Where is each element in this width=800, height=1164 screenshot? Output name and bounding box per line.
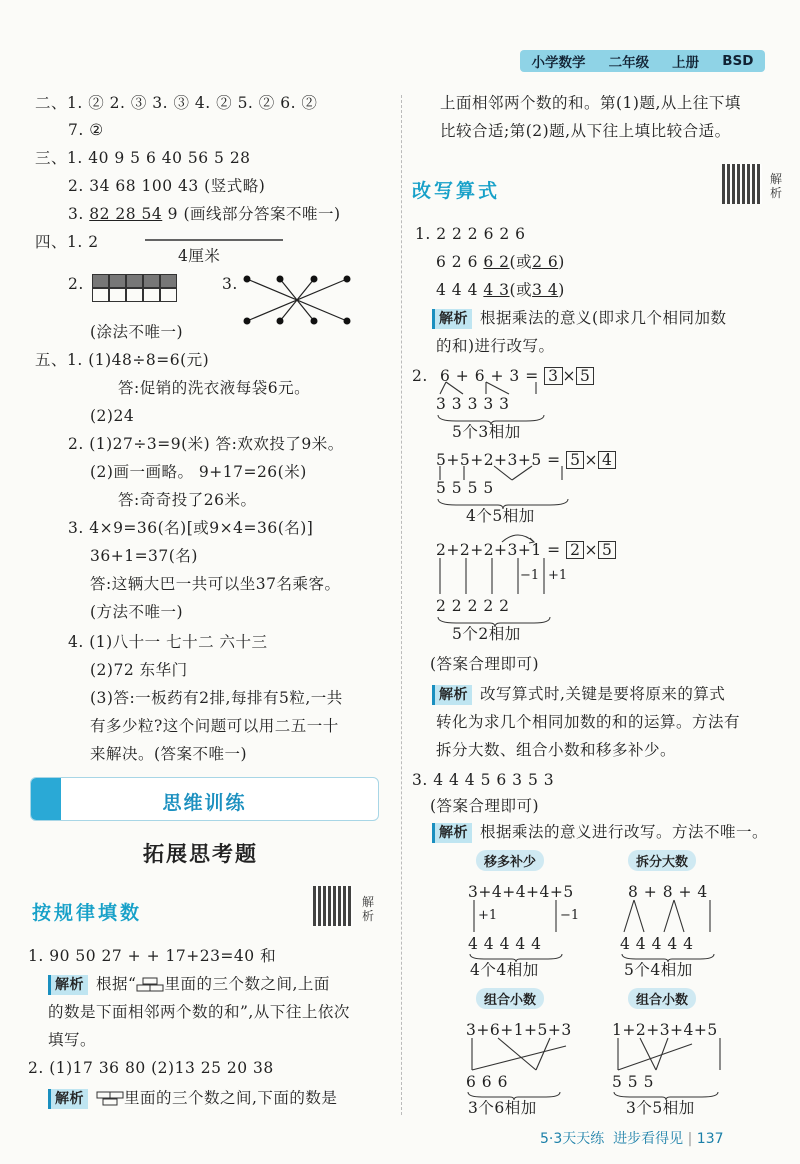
- header-bar: [520, 50, 765, 72]
- answer-note: (答案合理即可): [430, 655, 540, 673]
- answer-line: 二、1. ② 2. ③ 3. ③ 4. ② 5. ② 6. ②: [35, 94, 318, 112]
- underlined-answers: 82 28 54: [89, 205, 163, 223]
- header-edition: BSD: [722, 53, 754, 69]
- split-lines: [436, 556, 566, 596]
- analysis-text: 根据乘法的意义进行改写。方法不唯一。: [480, 823, 769, 841]
- brace-caption: 4个4相加: [470, 961, 539, 979]
- answer-note: 9 (画线部分答案不唯一): [162, 205, 341, 223]
- answer-note: (方法不唯一): [90, 603, 184, 621]
- answer-line: 7. ②: [68, 121, 104, 139]
- answer-text: 6 2 6: [436, 253, 484, 271]
- answer-text: 4 4 4: [436, 281, 484, 299]
- answer-num: 3.: [222, 275, 238, 293]
- section-title: 按规律填数: [32, 902, 143, 924]
- answer-line: 四、1. 2: [35, 233, 99, 251]
- answer-line: 4. (1)八十一 七十二 六十三: [68, 633, 268, 651]
- qr-code-icon[interactable]: [313, 886, 353, 926]
- analysis-line: 的数是下面相邻两个数的和”,从下往上依次: [48, 1003, 350, 1021]
- answer-num: 2.: [412, 367, 428, 385]
- expr-bottom: 3 3 3 3 3: [436, 395, 510, 413]
- answer-note: (涂法不唯一): [90, 323, 184, 341]
- footer: 5·3天天练 进步看得见 | 137: [540, 1131, 724, 1147]
- answer-line: [436, 252, 565, 272]
- expr-bottom: 5 5 5 5: [436, 479, 494, 497]
- answer-line: (3)答:一板药有2排,每排有5粒,一共: [90, 689, 343, 707]
- answer-line: (2)72 东华门: [90, 661, 188, 679]
- method-pill: 移多补少: [476, 850, 544, 871]
- expr-bottom: 6 6 6: [466, 1073, 508, 1091]
- analysis-line: [432, 684, 725, 705]
- analysis-text: 根据乘法的意义(即求几个相同加数: [480, 309, 727, 327]
- analysis-line: 填写。: [48, 1031, 97, 1049]
- answer-line: 1. 2 2 2 6 2 6: [415, 225, 526, 243]
- underlined-answer: 2 6: [532, 253, 559, 271]
- brace-caption: 3个6相加: [468, 1099, 537, 1117]
- page-subtitle: 拓展思考题: [143, 842, 258, 866]
- expr-top: 8 + 8 + 4: [628, 883, 708, 901]
- split-lines: [466, 1036, 576, 1072]
- section-title: 改写算式: [412, 180, 501, 202]
- analysis-line: 转化为求几个相同加数的和的运算。方法有: [436, 713, 741, 731]
- answer-num: 3.: [68, 205, 90, 223]
- answer-line: 来解决。(答案不唯一): [90, 745, 248, 763]
- analysis-line: 的和)进行改写。: [436, 337, 555, 355]
- brace-caption: 4个5相加: [466, 507, 535, 525]
- qr-code-icon[interactable]: [722, 164, 762, 204]
- answer-box: 2: [566, 541, 584, 559]
- answer-line: 答:奇奇投了26米。: [118, 491, 257, 509]
- analysis-line: 比较合适;第(2)题,从下往上填比较合适。: [440, 122, 731, 140]
- analysis-tag: 解析: [432, 685, 472, 705]
- adjust-plus: +1: [548, 568, 568, 583]
- expr-top: 3+6+1+5+3: [466, 1021, 572, 1039]
- analysis-text: 里面的三个数之间,下面的数是: [124, 1089, 338, 1107]
- answer-box: 5: [566, 451, 584, 469]
- answer-box: 3: [544, 367, 562, 385]
- footer-slogan: 进步看得见: [613, 1131, 684, 1147]
- split-lines: [612, 1036, 732, 1072]
- analysis-line: 上面相邻两个数的和。第(1)题,从上往下填: [440, 94, 741, 112]
- answer-text: ): [558, 253, 565, 271]
- analysis-tag: 解析: [432, 823, 472, 843]
- answer-line: [68, 204, 341, 224]
- analysis-line: [48, 1088, 337, 1109]
- answer-line: 五、1. (1)48÷8=6(元): [35, 351, 210, 369]
- answer-note: (答案合理即可): [430, 797, 540, 815]
- analysis-text: 改写算式时,关键是要将原来的算式: [480, 685, 726, 703]
- column-divider: [401, 95, 402, 1115]
- split-lines: [620, 898, 720, 934]
- expr-top: 6 + 6 + 3 = 3 × 5: [440, 366, 594, 386]
- answer-line: 答:这辆大巴一共可以坐37名乘客。: [90, 575, 341, 593]
- answer-line: 3. 4 4 4 5 6 3 5 3: [412, 771, 555, 789]
- expr-bottom: 4 4 4 4 4: [620, 935, 694, 953]
- method-pill: 组合小数: [476, 988, 544, 1009]
- expr-text: 6 + 6 + 3 =: [440, 367, 539, 385]
- brace-caption: 3个5相加: [626, 1099, 695, 1117]
- qr-label: 解析: [362, 895, 375, 923]
- answer-line: 3. 4×9=36(名)[或9×4=36(名)]: [68, 519, 314, 537]
- answer-text: (或: [509, 253, 533, 271]
- expr-text: 5+5+2+3+5 =: [436, 451, 561, 469]
- shaded-grid: [92, 274, 177, 306]
- adjust-plus: +1: [478, 908, 498, 923]
- expr-top: 3+4+4+4+5: [468, 883, 574, 901]
- brace-caption: 5个2相加: [452, 625, 521, 643]
- footer-brand: 5·3天天练: [540, 1131, 605, 1147]
- answer-line: 2. (1)17 36 80 (2)13 25 20 38: [28, 1059, 274, 1077]
- answer-box: 5: [576, 367, 594, 385]
- answer-line: 三、1. 40 9 5 6 40 56 5 28: [35, 149, 251, 167]
- answer-line: 有多少粒?这个问题可以用二五一十: [90, 717, 339, 735]
- expr-text: 2+2+2+3+1 =: [436, 541, 561, 559]
- answer-text: (或: [509, 281, 533, 299]
- answer-line: 2. (1)27÷3=9(米) 答:欢欢投了9米。: [68, 435, 344, 453]
- answer-line: (2)画一画略。 9+17=26(米): [90, 463, 307, 481]
- analysis-tag: 解析: [432, 309, 472, 329]
- answer-line: 答:促销的洗衣液每袋6元。: [118, 379, 311, 397]
- expr-top: 2+2+2+3+1 = 2 × 5: [436, 540, 616, 560]
- answer-line: (2)24: [90, 407, 135, 425]
- segment-line: [145, 238, 285, 242]
- analysis-text: 里面的三个数之间,上面: [164, 975, 330, 993]
- page-number: 137: [696, 1131, 724, 1147]
- answer-box: 5: [598, 541, 616, 559]
- answer-text: ): [558, 281, 565, 299]
- method-pill: 拆分大数: [628, 850, 696, 871]
- expr-top: 1+2+3+4+5: [612, 1021, 718, 1039]
- expr-bottom: 2 2 2 2 2: [436, 597, 510, 615]
- brace-caption: 5个4相加: [624, 961, 693, 979]
- expr-bottom: 4 4 4 4 4: [468, 935, 542, 953]
- answer-num: 2.: [68, 275, 84, 293]
- analysis-line: 拆分大数、组合小数和移多补少。: [436, 741, 677, 759]
- answer-line: [436, 280, 565, 300]
- adjust-minus: −1: [560, 908, 580, 923]
- triangle-boxes-icon: [136, 977, 164, 993]
- qr-label: 解析: [770, 172, 783, 200]
- answer-line: 2. 34 68 100 43 (竖式略): [68, 177, 266, 195]
- dot-lines-figure: [244, 276, 354, 326]
- brace-caption: 5个3相加: [452, 423, 521, 441]
- analysis-line: [48, 974, 330, 995]
- analysis-tag: 解析: [48, 1089, 88, 1109]
- header-subject: 小学数学: [531, 55, 586, 71]
- analysis-line: [432, 822, 768, 843]
- expr-top: 5+5+2+3+5 = 5 × 4: [436, 450, 616, 470]
- adjust-minus: −1: [520, 568, 540, 583]
- banner-title: 思维训练: [162, 792, 247, 814]
- expr-bottom: 5 5 5: [612, 1073, 654, 1091]
- header-grade: 二年级: [608, 55, 650, 71]
- answer-box: 4: [598, 451, 616, 469]
- inverted-boxes-icon: [96, 1091, 124, 1107]
- method-pill: 组合小数: [628, 988, 696, 1009]
- underlined-answer: 3 4: [532, 281, 559, 299]
- answer-line: 36+1=37(名): [90, 547, 198, 565]
- answer-line: 1. 90 50 27 + + 17+23=40 和: [28, 947, 277, 965]
- header-term: 上册: [672, 55, 700, 71]
- segment-label: 4厘米: [178, 247, 221, 265]
- section-banner: [30, 777, 379, 821]
- analysis-text: 根据“: [96, 975, 137, 993]
- underlined-answer: 6 2: [483, 253, 510, 271]
- analysis-line: [432, 308, 727, 329]
- analysis-tag: 解析: [48, 975, 88, 995]
- underlined-answer: 4 3: [483, 281, 510, 299]
